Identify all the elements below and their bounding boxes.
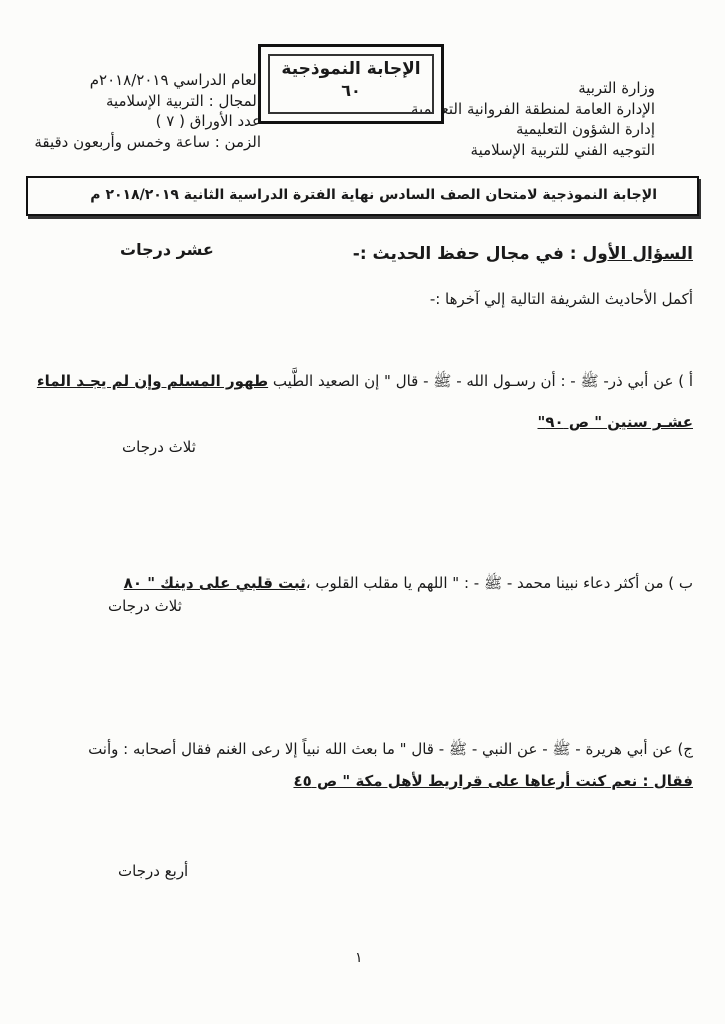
ministry-line: وزارة التربية [578, 79, 655, 97]
ministry-line: إدارة الشؤون التعليمية [515, 120, 655, 138]
ministry-line: التوجيه الفني للتربية الإسلامية [470, 140, 655, 159]
ministry-line: الإدارة العامة لمنطقة الفروانية التعليمية [410, 99, 655, 118]
item-b-answer: ثبت قلبي على دينك " ٨٠ [123, 574, 306, 592]
item-c-line1 [88, 740, 693, 762]
item-c-text: ج) عن أبي هريرة - ﷺ - عن النبي - ﷺ - قال " ما بعث الله نبياً إلا رعى الغنم فقال أصحابه : وأنت [88, 740, 693, 758]
question-1-heading [353, 244, 693, 264]
model-answer-box [258, 44, 444, 124]
item-a-answer-cont: عشـر سنين " ص ٩٠" [537, 413, 693, 431]
item-c-answer: فقال : نعم كنت أرعاها على قراريط لأهل مكة " ص ٤٥ [293, 772, 693, 790]
item-a-line2 [538, 413, 694, 431]
model-answer-title: الإجابة النموذجية [281, 59, 421, 79]
item-c-line2 [293, 772, 693, 790]
ministry-header [411, 78, 655, 160]
item-a-marks: ثلاث درجات [122, 438, 196, 456]
item-a-text: أ ) عن أبي ذر- ﷺ - : أن رسـول الله - ﷺ - قال " إن الصعيد الطَّيب [268, 372, 693, 390]
instruction: أكمل الأحاديث الشريفة التالية إلي آخرها :- [429, 290, 693, 308]
exam-title-banner [26, 176, 699, 216]
item-a-line1 [37, 372, 693, 394]
exam-title: الإجابة النموذجية لامتحان الصف السادس نهاية الفترة الدراسية الثانية ٢٠١٨/٢٠١٩ م [90, 187, 657, 203]
item-b-marks: ثلاث درجات [108, 597, 182, 615]
question-label: السؤال الأول [582, 244, 693, 264]
question-title: : في مجال حفظ الحديث :- [352, 244, 583, 264]
exam-year: العام الدراسي ٢٠١٨/٢٠١٩م [89, 71, 261, 89]
model-answer-number: ٦٠ [341, 81, 361, 100]
page-number: ١ [355, 950, 363, 966]
exam-subject: المجال : التربية الإسلامية [105, 91, 261, 110]
exam-info [34, 70, 261, 152]
exam-duration: الزمن : ساعة وخمس وأربعون دقيقة [34, 132, 261, 151]
exam-pages: عدد الأوراق ( ٧ ) [155, 112, 261, 130]
item-b-line1 [124, 574, 693, 596]
item-a-answer: طهور المسلم وإن لم يجـد الماء [36, 372, 269, 390]
item-b-text: ب ) من أكثر دعاء نبينا محمد - ﷺ - : " اللهم يا مقلب القلوب ، [305, 574, 693, 592]
question-1-marks: عشر درجات [120, 240, 214, 259]
item-c-marks: أربع درجات [118, 862, 189, 880]
